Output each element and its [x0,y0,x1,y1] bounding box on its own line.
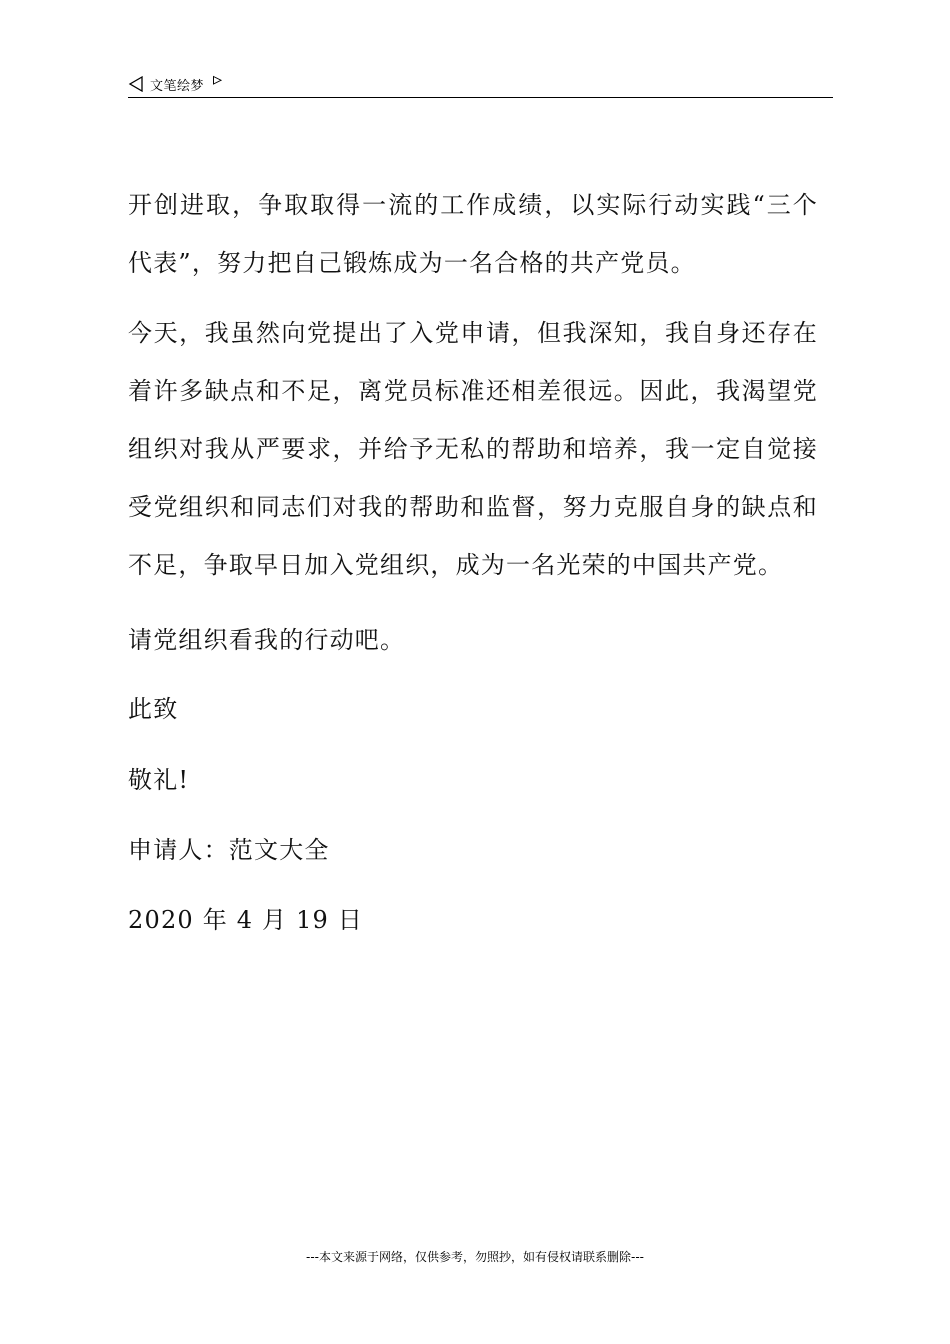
header-title: 文笔绘梦 [150,78,205,94]
footer-disclaimer: ---本文来源于网络，仅供参考，勿照抄，如有侵权请联系删除--- [306,1250,644,1264]
page-header [128,72,833,98]
date-line: 2020 年 4 月 19 日 [128,906,364,934]
signature-line: 申请人：范文大全 [128,836,330,864]
page-footer [0,1248,950,1265]
paragraph-1: 开创进取，争取取得一流的工作成绩，以实际行动实践“三个代表”，努力把自己锻炼成为一名合格的共产党员。 [128,191,818,277]
header-bar [128,72,833,96]
request-line: 请党组织看我的行动吧。 [128,626,406,654]
salutation-line-2: 敬礼! [128,766,190,794]
triangle-left-icon [128,76,144,92]
paragraph-2: 今天，我虽然向党提出了入党申请，但我深知，我自身还存在着许多缺点和不足，离党员标准还相差很远。因此，我渴望党组织对我从严要求，并给予无私的帮助和培养，我一定自觉接受党组织和同志们对我的帮助和监督，努力克服自身的缺点和不足，争取早日加入党组织，成为一名光荣的中国共产党。 [128,319,818,579]
triangle-right-icon [212,75,224,87]
salutation-line-1: 此致 [128,695,179,723]
